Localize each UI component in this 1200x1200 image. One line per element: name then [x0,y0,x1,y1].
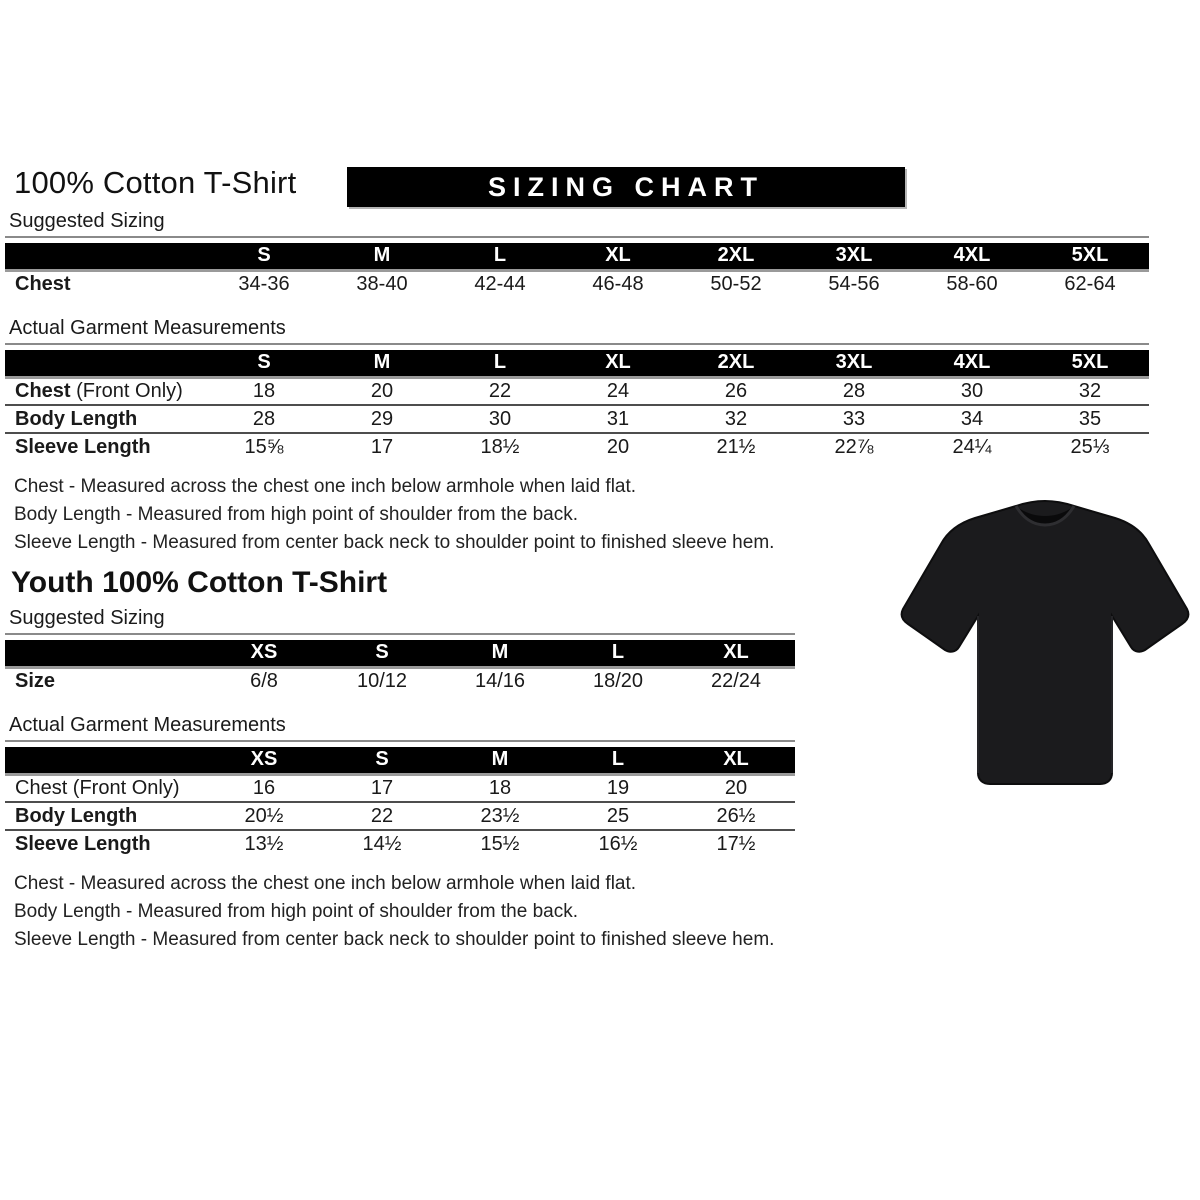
size-value-cell: 14½ [323,830,441,858]
size-value-cell: 26 [724,379,748,402]
empty-header-cell [5,747,205,774]
row-label-sleeve-length [5,830,205,858]
size-value-cell: 26½ [677,802,795,830]
size-value-cell: 17 [370,776,394,799]
note-chest: Chest - Measured across the chest one inch below armhole when laid flat. [14,476,637,497]
size-value-cell: 24¼ [913,433,1031,461]
empty-header-cell [5,243,205,270]
adult-actual-measurements-table [5,350,1149,461]
size-value-cell: 34-36 [238,273,290,296]
row-label-suffix: Chest (Front Only) [15,776,180,799]
size-value-cell: 14/16 [474,670,526,693]
youth-actual-measurements-label: Actual Garment Measurements [5,715,795,742]
size-column-header: L [559,747,677,774]
size-value-cell: 29 [323,405,441,433]
size-column-header: S [205,243,323,270]
youth-suggested-sizing-table [5,640,795,695]
size-value-cell: 17 [323,433,441,461]
page-title: 100% Cotton T-Shirt [14,165,297,200]
size-column-header: 2XL [677,350,795,377]
row-label-body-length [5,405,205,433]
row-label-text: Chest [15,273,71,296]
table-row-sleeve-length [5,830,795,858]
size-column-header: 3XL [795,243,913,270]
youth-section-title: Youth 100% Cotton T-Shirt [11,566,388,599]
note-sleeve-length: Sleeve Length - Measured from center back neck to shoulder point to finished sleeve hem. [14,532,775,553]
youth-actual-measurements-table [5,747,795,858]
size-value-cell: 38-40 [356,273,408,296]
row-label-size [5,667,205,695]
youth-suggested-sizing-label: Suggested Sizing [5,608,795,635]
table-row-chest [5,270,1149,298]
header-row [5,640,795,667]
table-row-chest [5,377,1149,405]
size-column-header: L [441,243,559,270]
size-value-cell: 46-48 [592,273,644,296]
sizing-chart-banner: SIZING CHART [347,167,905,207]
size-column-header: 3XL [795,350,913,377]
size-value-cell: 18 [488,776,512,799]
note-body-length: Body Length - Measured from high point of shoulder from the back. [14,504,578,525]
size-value-cell: 22/24 [710,670,762,693]
size-value-cell: 23½ [441,802,559,830]
size-value-cell: 22⅞ [795,433,913,461]
youth-measurement-notes [14,870,1200,954]
size-value-cell: 31 [559,405,677,433]
tshirt-graphic [895,487,1195,802]
size-value-cell: 6/8 [250,670,278,693]
size-column-header: M [441,640,559,667]
size-value-cell: 19 [606,776,630,799]
size-column-header: 4XL [913,350,1031,377]
row-label-text: Chest [15,379,71,402]
header-row [5,243,1149,270]
size-column-header: XL [677,747,795,774]
row-label-chest [5,270,205,298]
table-row-size [5,667,795,695]
size-value-cell: 18/20 [592,670,644,693]
size-value-cell: 33 [795,405,913,433]
size-value-cell: 54-56 [828,273,880,296]
size-value-cell: 20 [370,379,394,402]
row-label-text: Body Length [15,407,138,430]
size-column-header: M [323,350,441,377]
size-value-cell: 30 [960,379,984,402]
size-value-cell: 32 [1078,379,1102,402]
size-column-header: M [441,747,559,774]
size-column-header: M [323,243,441,270]
size-column-header: XS [205,640,323,667]
size-value-cell: 35 [1031,405,1149,433]
size-column-header: 5XL [1031,243,1149,270]
size-column-header: S [323,640,441,667]
size-column-header: 2XL [677,243,795,270]
size-value-cell: 34 [913,405,1031,433]
size-value-cell: 62-64 [1064,273,1116,296]
title-row [0,163,1200,211]
size-value-cell: 13½ [205,830,323,858]
size-column-header: L [559,640,677,667]
size-column-header: 4XL [913,243,1031,270]
header-row [5,350,1149,377]
size-column-header: S [323,747,441,774]
size-value-cell: 15⅝ [205,433,323,461]
size-value-cell: 25⅓ [1031,433,1149,461]
size-value-cell: 58-60 [946,273,998,296]
empty-header-cell [5,640,205,667]
size-column-header: XS [205,747,323,774]
row-label-sleeve-length [5,433,205,461]
size-value-cell: 18 [252,379,276,402]
adult-suggested-sizing-table [5,243,1149,298]
table-row-body-length [5,405,1149,433]
size-value-cell: 24 [606,379,630,402]
row-label-chest [5,377,205,405]
size-column-header: XL [559,350,677,377]
size-column-header: XL [559,243,677,270]
size-value-cell: 18½ [441,433,559,461]
size-value-cell: 16½ [559,830,677,858]
size-value-cell: 28 [842,379,866,402]
adult-actual-measurements-label: Actual Garment Measurements [5,318,1149,345]
size-value-cell: 17½ [677,830,795,858]
note-sleeve-length: Sleeve Length - Measured from center back neck to shoulder point to finished sleeve hem. [14,929,775,950]
size-value-cell: 10/12 [356,670,408,693]
tshirt-image [895,487,1195,802]
header-row [5,747,795,774]
table-row-chest [5,774,795,802]
size-value-cell: 20 [724,776,748,799]
row-label-text: Sleeve Length [15,436,151,458]
size-column-header: XL [677,640,795,667]
adult-suggested-sizing-label: Suggested Sizing [5,211,1149,238]
size-value-cell: 22 [488,379,512,402]
row-label-text: Size [15,670,56,693]
row-label-body-length [5,802,205,830]
size-value-cell: 50-52 [710,273,762,296]
row-label-text: Sleeve Length [15,833,151,855]
row-label-chest [5,774,205,802]
size-value-cell: 15½ [441,830,559,858]
size-value-cell: 20 [559,433,677,461]
row-label-suffix: (Front Only) [70,379,183,402]
empty-header-cell [5,350,205,377]
table-row-body-length [5,802,795,830]
row-label-text: Body Length [15,804,138,827]
size-column-header: L [441,350,559,377]
size-value-cell: 20½ [205,802,323,830]
table-row-sleeve-length [5,433,1149,461]
size-column-header: 5XL [1031,350,1149,377]
size-value-cell: 32 [677,405,795,433]
size-column-header: S [205,350,323,377]
size-value-cell: 30 [441,405,559,433]
size-value-cell: 16 [252,776,276,799]
note-chest: Chest - Measured across the chest one inch below armhole when laid flat. [14,873,637,894]
size-value-cell: 21½ [677,433,795,461]
size-value-cell: 42-44 [474,273,526,296]
size-value-cell: 22 [323,802,441,830]
note-body-length: Body Length - Measured from high point of shoulder from the back. [14,901,578,922]
size-value-cell: 25 [559,802,677,830]
size-value-cell: 28 [205,405,323,433]
